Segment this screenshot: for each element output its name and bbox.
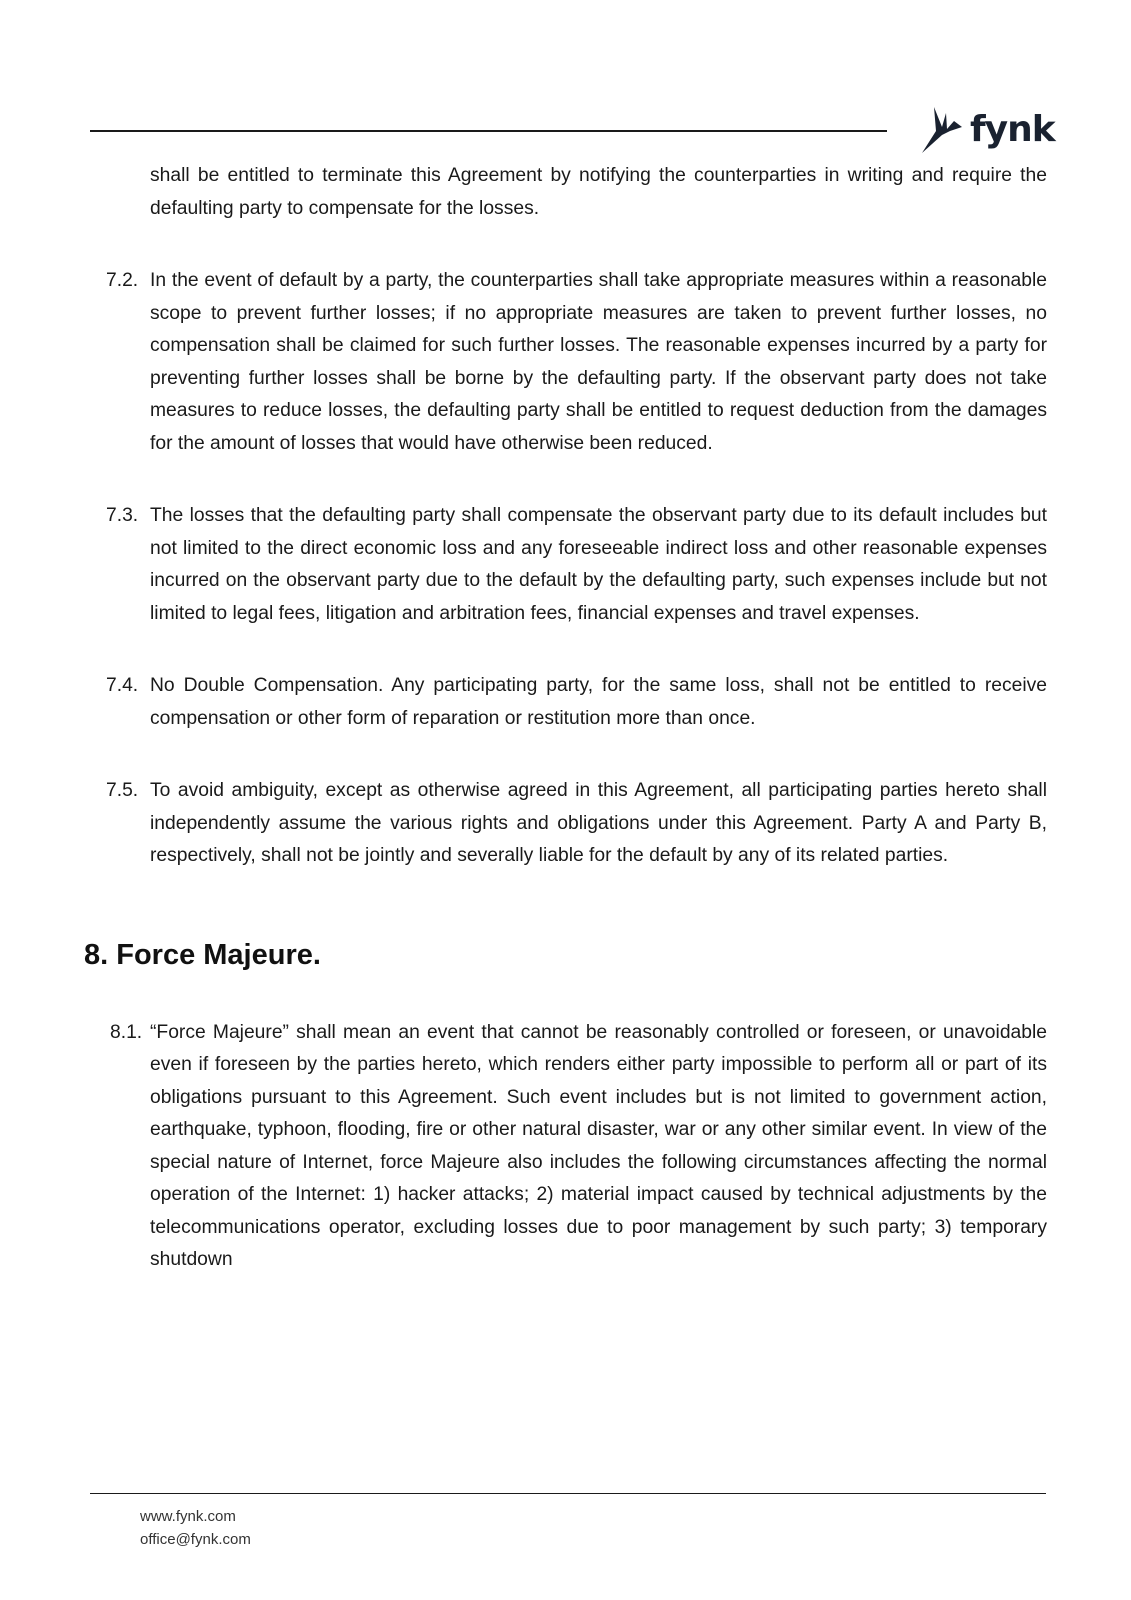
clause-7-2	[106, 265, 1047, 460]
clause-text: “Force Majeure” shall mean an event that cannot be reasonably controlled or foreseen, or unavoidable even if foreseen by the parties hereto, which renders either party impossible to perform all or part of its obligations pursuant to this Agreement. Such event includes but is not limited to government action, earthquake, typhoon, flooding, fire or other natural disaster, war or any other similar event. In view of the special nature of Internet, force Majeure also includes the following circumstances affecting the normal operation of the Internet: 1) hacker attacks; 2) material impact caused by technical adjustments by the telecommunications operator, excluding losses due to poor management by such party; 3) temporary shutdown	[150, 1021, 1047, 1270]
section-heading: 8. Force Majeure.	[84, 938, 321, 971]
header-divider	[90, 130, 887, 132]
clause-number: 7.5.	[106, 780, 139, 801]
clause-7-4	[106, 670, 1047, 735]
footer-divider	[90, 1493, 1046, 1494]
brand-logo	[920, 104, 1055, 156]
clause-7-5	[106, 775, 1047, 873]
clause-text: No Double Compensation. Any participating party, for the same loss, shall not be entitled to receive compensation or other form of reparation or restitution more than once.	[150, 675, 1047, 729]
clause-number: 7.4.	[106, 675, 139, 696]
clause-number: 7.3.	[106, 505, 139, 526]
clause-number: 7.2.	[106, 270, 139, 291]
continued-paragraph: shall be entitled to terminate this Agreement by notifying the counterparties in writing and require the defaulting party to compensate for the losses.	[150, 165, 1047, 219]
clause-text: To avoid ambiguity, except as otherwise agreed in this Agreement, all participating parties hereto shall independently assume the various rights and obligations under this Agreement. Party A and Party B, respectively, shall not be jointly and severally liable for the default by any of its related parties.	[150, 780, 1047, 866]
clause-8-1	[110, 1017, 1047, 1277]
document-body	[0, 160, 1131, 1277]
bird-logo-icon	[920, 105, 964, 155]
footer-website: www.fynk.com	[140, 1508, 236, 1525]
footer	[140, 1505, 251, 1551]
clause-number: 8.1.	[110, 1021, 143, 1043]
clause-text: The losses that the defaulting party shall compensate the observant party due to its default includes but not limited to the direct economic loss and any foreseeable indirect loss and other reasonable expenses incurred on the observant party due to the default by the defaulting party, such expenses include but not limited to legal fees, litigation and arbitration fees, financial expenses and travel expenses.	[150, 505, 1047, 624]
footer-email: office@fynk.com	[140, 1531, 251, 1548]
clause-7-3	[106, 500, 1047, 630]
clause-text: In the event of default by a party, the counterparties shall take appropriate measures within a reasonable scope to prevent further losses; if no appropriate measures are taken to prevent further losses, no compensation shall be claimed for such further losses. The reasonable expenses incurred by a party for preventing further losses shall be borne by the defaulting party. If the observant party does not take measures to reduce losses, the defaulting party shall be entitled to request deduction from the damages for the amount of losses that would have otherwise been reduced.	[150, 270, 1047, 454]
brand-name: fynk	[970, 109, 1055, 150]
